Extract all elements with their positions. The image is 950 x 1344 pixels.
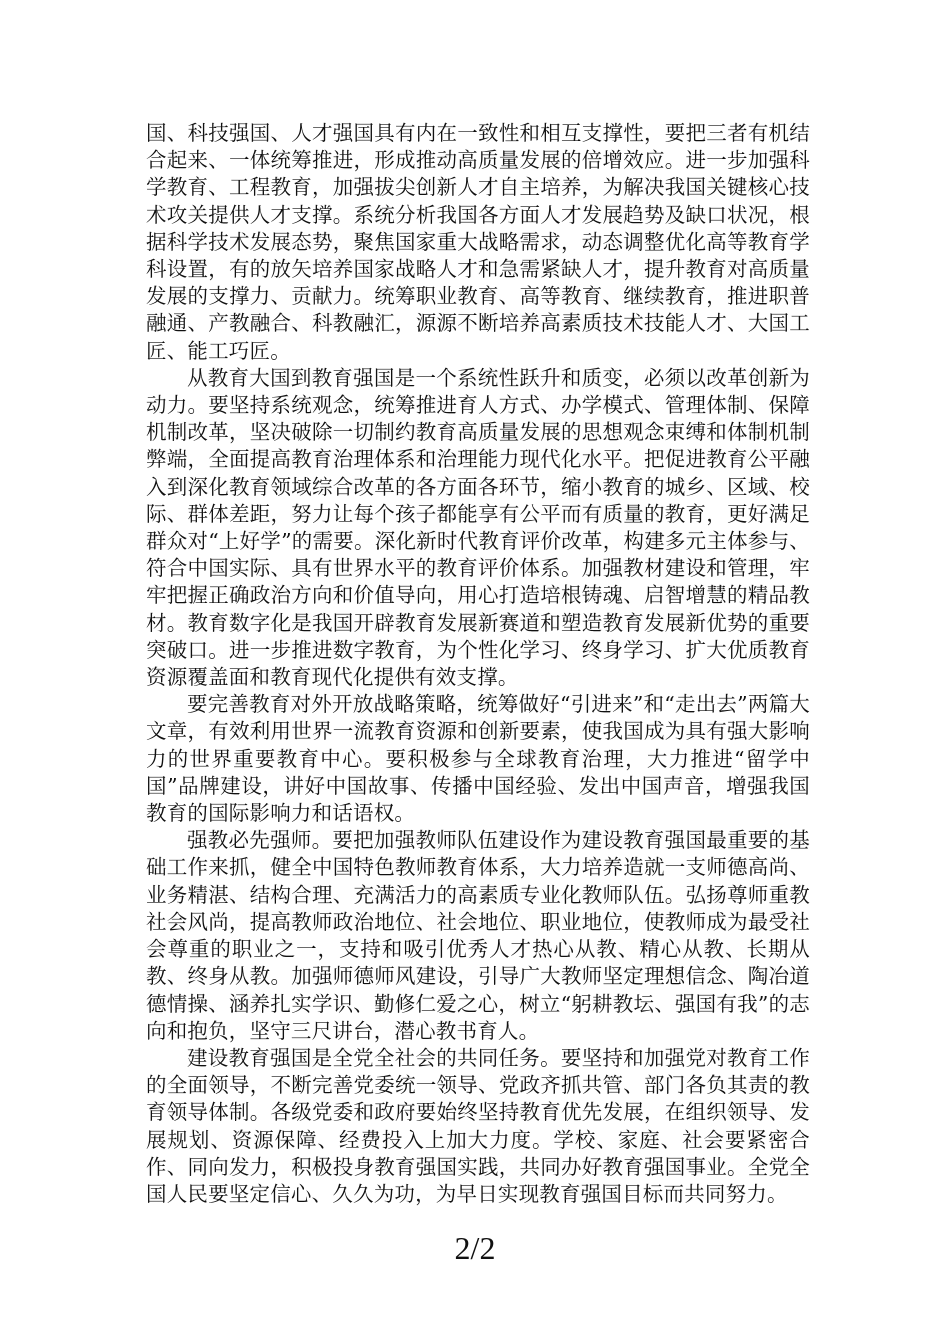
page-number: 2/2 [454,1230,496,1266]
paragraph-reform-innovation: 从教育大国到教育强国是一个系统性跃升和质变，必须以改革创新为动力。要坚持系统观念，统筹推进育人方式、办学模式、管理体制、保障机制改革，坚决破除一切制约教育高质量发展的思想观念束缚和体制机制弊端，全面提高教育治理体系和治理能力现代化水平。把促进教育公平融入到深化教育领域综合改革的各方面各环节，缩小教育的城乡、区域、校际、群体差距，努力让每个孩子都能享有公平而有质量的教育，更好满足群众对“上好学”的需要。深化新时代教育评价改革，构建多元主体参与、符合中国实际、具有世界水平的教育评价体系。加强教材建设和管理，牢牢把握正确政治方向和价值导向，用心打造培根铸魂、启智增慧的精品教材。教育数字化是我国开辟教育发展新赛道和塑造教育发展新优势的重要突破口。进一步推进数字教育，为个性化学习、终身学习、扩大优质教育资源覆盖面和教育现代化提供有效支撑。 [146,365,810,690]
body-text [146,120,810,1208]
paragraph-opening-up: 要完善教育对外开放战略策略，统筹做好“引进来”和“走出去”两篇大文章，有效利用世界一流教育资源和创新要素，使我国成为具有强大影响力的世界重要教育中心。要积极参与全球教育治理，大力推进“留学中国”品牌建设，讲好中国故事、传播中国经验、发出中国声音，增强我国教育的国际影响力和话语权。 [146,692,810,826]
paragraph-teachers: 强教必先强师。要把加强教师队伍建设作为建设教育强国最重要的基础工作来抓，健全中国特色教师教育体系，大力培养造就一支师德高尚、业务精湛、结构合理、充满活力的高素质专业化教师队伍。弘扬尊师重教社会风尚，提高教师政治地位、社会地位、职业地位，使教师成为最受社会尊重的职业之一，支持和吸引优秀人才热心从教、精心从教、长期从教、终身从教。加强师德师风建设，引导广大教师坚定理想信念、陶冶道德情操、涵养扎实学识、勤修仁爱之心，树立“躬耕教坛、强国有我”的志向和抱负，坚守三尺讲台，潜心教书育人。 [146,828,810,1043]
paragraph-talent-education: 国、科技强国、人才强国具有内在一致性和相互支撑性，要把三者有机结合起来、一体统筹推进，形成推动高质量发展的倍增效应。进一步加强科学教育、工程教育，加强拔尖创新人才自主培养，为解决我国关键核心技术攻关提供人才支撑。系统分析我国各方面人才发展趋势及缺口状况，根据科学技术发展态势，聚焦国家重大战略需求，动态调整优化高等教育学科设置，有的放矢培养国家战略人才和急需紧缺人才，提升教育对高质量发展的支撑力、贡献力。统筹职业教育、高等教育、继续教育，推进职普融通、产教融合、科教融汇，源源不断培养高素质技术技能人才、大国工匠、能工巧匠。 [146,121,810,363]
paragraph-party-leadership: 建设教育强国是全党全社会的共同任务。要坚持和加强党对教育工作的全面领导，不断完善党委统一领导、党政齐抓共管、部门各负其责的教育领导体制。各级党委和政府要始终坚持教育优先发展，在组织领导、发展规划、资源保障、经费投入上加大力度。学校、家庭、社会要紧密合作、同向发力，积极投身教育强国实践，共同办好教育强国事业。全党全国人民要坚定信心、久久为功，为早日实现教育强国目标而共同努力。 [146,1045,810,1206]
